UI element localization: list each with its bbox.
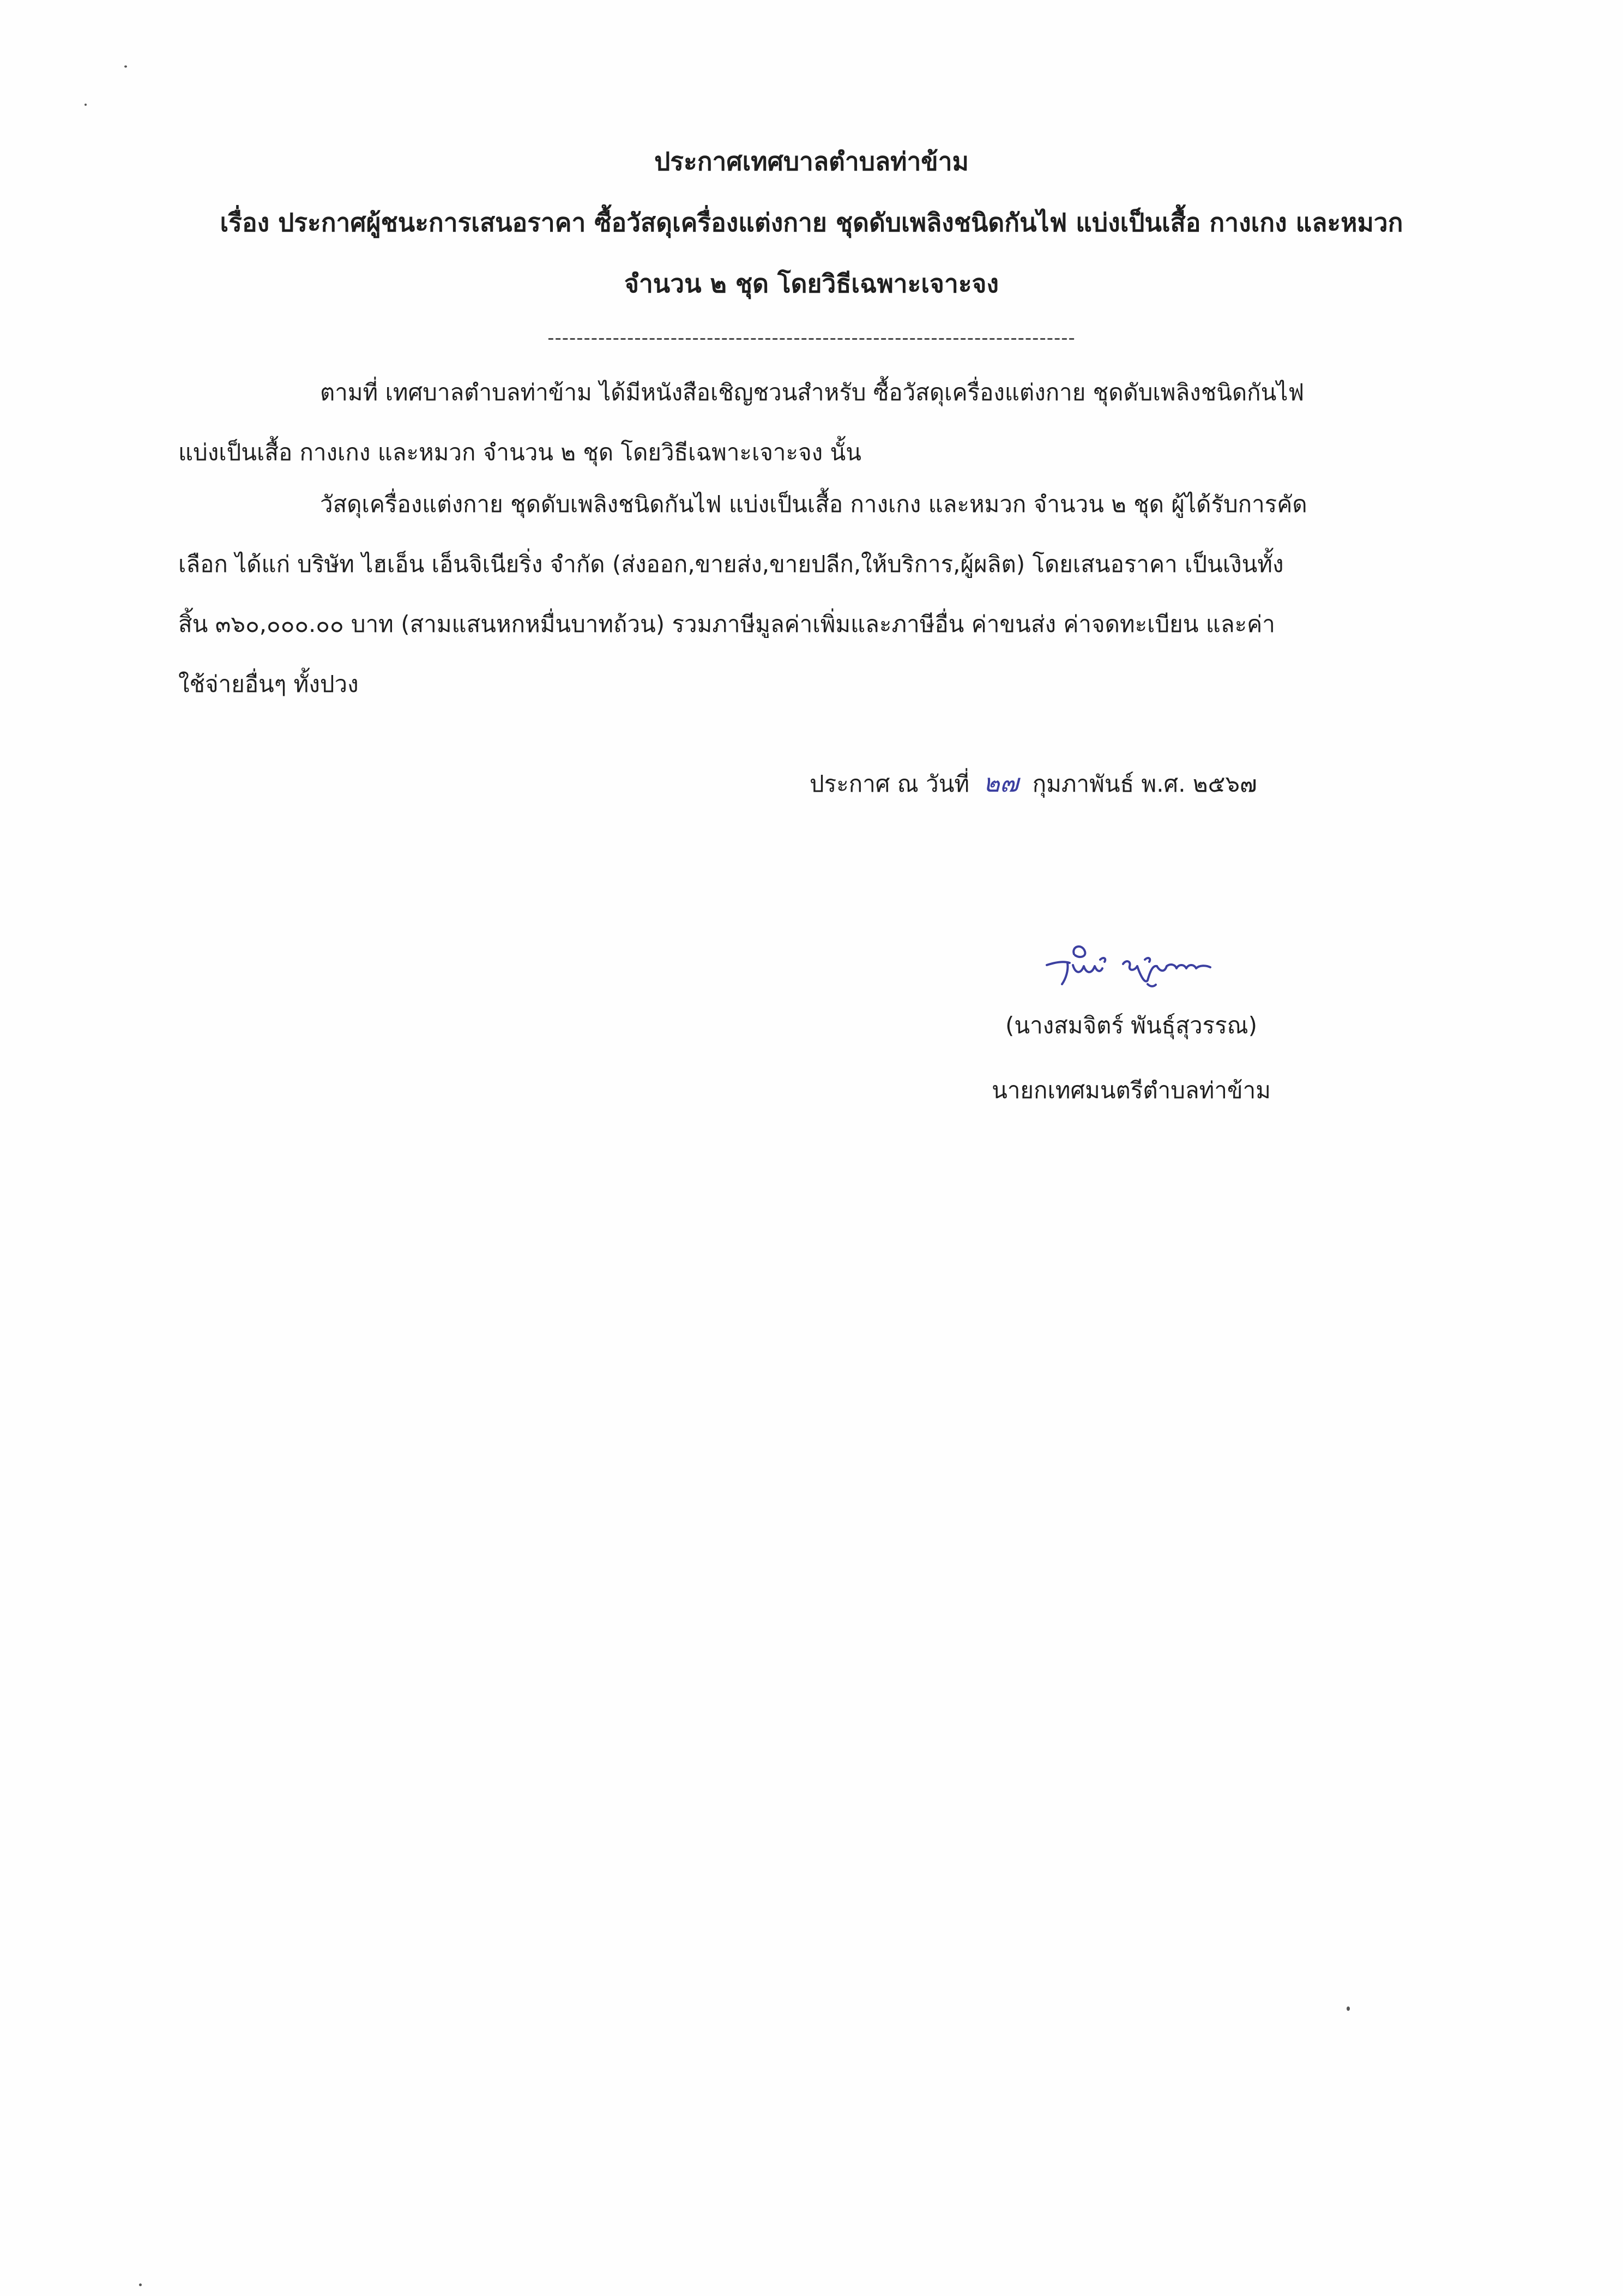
date-prefix: ประกาศ ณ วันที่	[810, 770, 970, 797]
scan-speck	[1347, 2006, 1350, 2011]
scan-speck	[124, 65, 127, 68]
title-line-1: ประกาศเทศบาลตำบลท่าข้าม	[654, 147, 969, 176]
handwritten-day: ๒๗	[983, 768, 1019, 798]
title-separator: -------------------------------------------------------------------------	[547, 327, 1076, 349]
paragraph-2-line-1: วัสดุเครื่องแต่งกาย ชุดดับเพลิงชนิดกันไฟ แบ่งเป็นเสื้อ กางเกง และหมวก จำนวน ๒ ชุด ผู้ได้รับการคัด	[320, 491, 1307, 517]
paragraph-2-line-2: เลือก ได้แก่ บริษัท ไฮเอ็น เอ็นจิเนียริ่ง จำกัด (ส่งออก,ขายส่ง,ขายปลีก,ให้บริการ,ผู้ผลิต) โดยเสนอราคา เป็นเงินทั้ง	[178, 551, 1284, 577]
announcement-date	[810, 763, 1257, 803]
scan-speck	[85, 104, 87, 106]
paragraph-2	[178, 474, 1432, 714]
title-line-3: จำนวน ๒ ชุด โดยวิธีเฉพาะเจาะจง	[624, 269, 999, 298]
announcement-title	[0, 131, 1623, 314]
paragraph-1	[178, 363, 1432, 483]
date-month-year: กุมภาพันธ์ พ.ศ. ๒๕๖๗	[1032, 770, 1257, 797]
paragraph-1-line-1: ตามที่ เทศบาลตำบลท่าข้าม ได้มีหนังสือเชิญชวนสำหรับ ซื้อวัสดุเครื่องแต่งกาย ชุดดับเพลิงชนิดกันไฟ	[320, 379, 1305, 406]
paragraph-2-line-4: ใช้จ่ายอื่นๆ ทั้งปวง	[178, 671, 359, 697]
title-line-2: เรื่อง ประกาศผู้ชนะการเสนอราคา ซื้อวัสดุเครื่องแต่งกาย ชุดดับเพลิงชนิดกันไฟ แบ่งเป็นเสื้อ กางเกง และหมวก	[220, 208, 1403, 237]
handwritten-signature	[1036, 932, 1243, 992]
signer-position: นายกเทศมนตรีตำบลท่าข้าม	[992, 1077, 1271, 1104]
signer-name: (นางสมจิตร์ พันธุ์สุวรรณ)	[1005, 1012, 1258, 1039]
paragraph-2-line-3: สิ้น ๓๖๐,๐๐๐.๐๐ บาท (สามแสนหกหมื่นบาทถ้วน) รวมภาษีมูลค่าเพิ่มและภาษีอื่น ค่าขนส่ง ค่าจดทะเบียน และค่า	[178, 611, 1275, 637]
paragraph-1-line-2: แบ่งเป็นเสื้อ กางเกง และหมวก จำนวน ๒ ชุด โดยวิธีเฉพาะเจาะจง นั้น	[178, 439, 861, 466]
scan-speck	[139, 2283, 142, 2286]
